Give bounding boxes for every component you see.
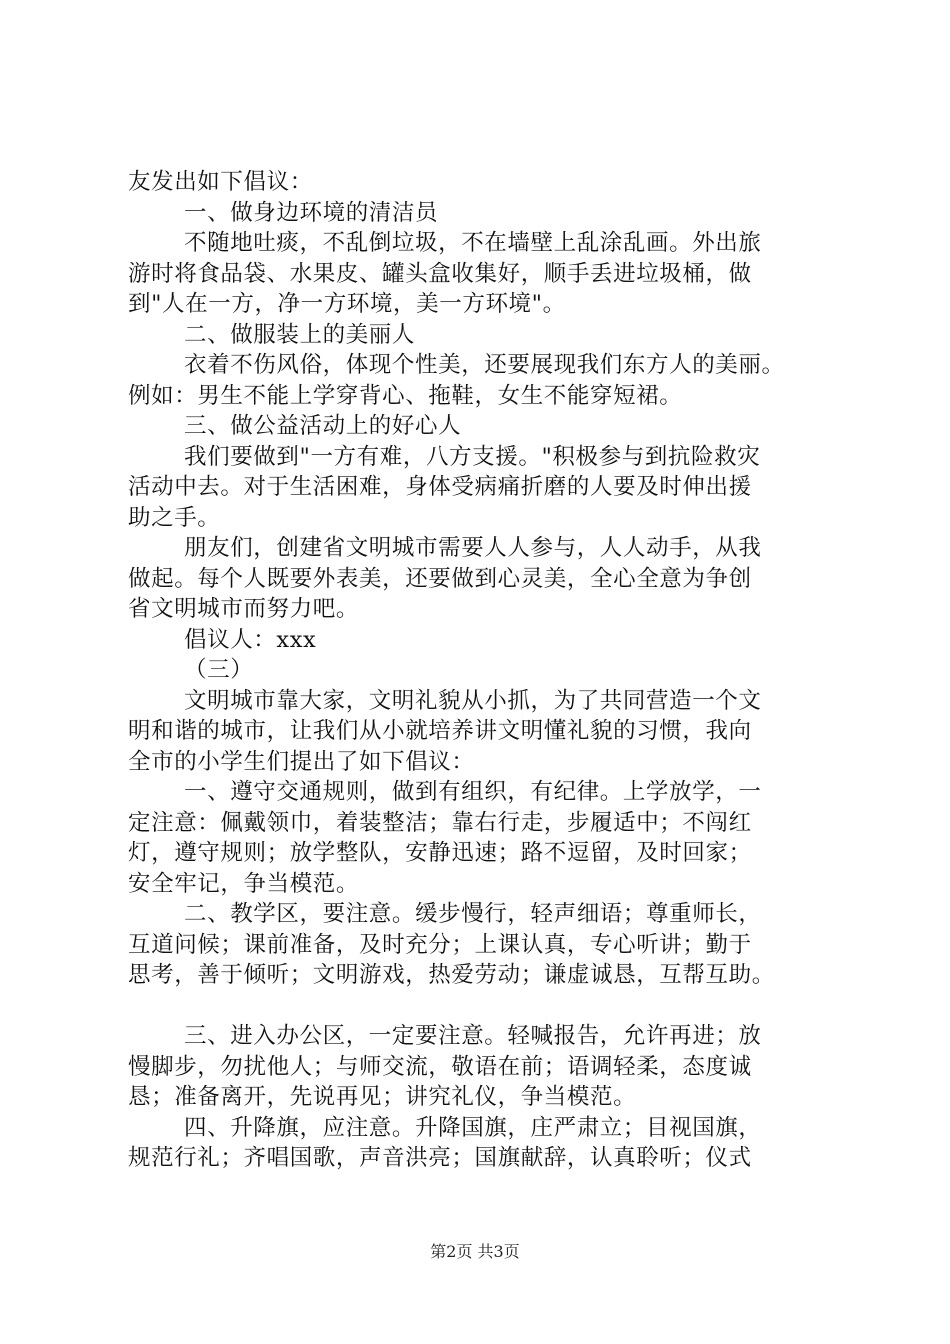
signature-line: 倡议人：xxx — [184, 626, 317, 653]
text-line: 例如：男生不能上学穿背心、拖鞋，女生不能穿短裙。 — [128, 382, 683, 409]
text-line: 定注意：佩戴领巾，着装整洁；靠右行走，步履适中；不闯红 — [128, 809, 752, 836]
text-line: 文明城市靠大家，文明礼貌从小抓，为了共同营造一个文 — [184, 687, 762, 714]
text-line: 安全牢记，争当模范。 — [128, 870, 360, 897]
text-line: 省文明城市而努力吧。 — [128, 596, 360, 622]
text-line: 三、进入办公区，一定要注意。轻喊报告，允许再进；放 — [184, 1023, 762, 1049]
text-line: 到"人在一方，净一方环境，美一方环境"。 — [128, 291, 566, 317]
text-line: 规范行礼；齐唱国歌，声音洪亮；国旗献辞，认真聆听；仪式 — [128, 1145, 752, 1171]
section-number: （三） — [184, 657, 254, 683]
text-line: 灯，遵守规则；放学整队，安静迅速；路不逗留，及时回家； — [128, 840, 752, 866]
text-line: 我们要做到"一方有难，八方支援。"积极参与到抗险救灾 — [184, 443, 761, 470]
text-line: 慢脚步，勿扰他人；与师交流，敬语在前；语调轻柔，态度诚 — [128, 1053, 752, 1080]
text-line: 明和谐的城市，让我们从小就培养讲文明懂礼貌的习惯，我向 — [128, 718, 752, 744]
text-line: 游时将食品袋、水果皮、罐头盒收集好，顺手丢进垃圾桶，做 — [128, 260, 752, 287]
text-line: 不随地吐痰，不乱倒垃圾，不在墙壁上乱涂乱画。外出旅 — [184, 230, 762, 256]
text-line: 一、遵守交通规则，做到有组织，有纪律。上学放学，一 — [184, 779, 762, 805]
blank-line — [128, 991, 858, 1022]
page-footer: 第2页 共3页 — [430, 1242, 520, 1261]
section-heading: 一、做身边环境的清洁员 — [184, 199, 439, 226]
text-line: 活动中去。对于生活困难，身体受病痛折磨的人要及时伸出援 — [128, 474, 752, 500]
section-heading: 二、做服装上的美丽人 — [184, 321, 416, 348]
section-heading: 三、做公益活动上的好心人 — [184, 413, 462, 439]
text-line: 互道问候；课前准备，及时充分；上课认真，专心听讲；勤于 — [128, 931, 752, 958]
text-line: 助之手。 — [128, 504, 221, 531]
text-line: 做起。每个人既要外表美，还要做到心灵美，全心全意为争创 — [128, 565, 752, 592]
text-line: 朋友们，创建省文明城市需要人人参与，人人动手，从我 — [184, 535, 762, 561]
text-line: 衣着不伤风俗，体现个性美，还要展现我们东方人的美丽。 — [184, 352, 785, 378]
text-line: 思考，善于倾听；文明游戏，热爱劳动；谦虚诚恳，互帮互助。 — [128, 962, 775, 988]
text-line: 二、教学区，要注意。缓步慢行，轻声细语；尊重师长， — [184, 901, 762, 927]
text-line: 全市的小学生们提出了如下倡议： — [128, 748, 475, 775]
document-body — [128, 167, 858, 1174]
text-line: 恳；准备离开，先说再见；讲究礼仪，争当模范。 — [128, 1084, 637, 1110]
text-line: 友发出如下倡议： — [128, 169, 313, 195]
text-line: 四、升降旗，应注意。升降国旗，庄严肃立；目视国旗， — [184, 1114, 762, 1141]
